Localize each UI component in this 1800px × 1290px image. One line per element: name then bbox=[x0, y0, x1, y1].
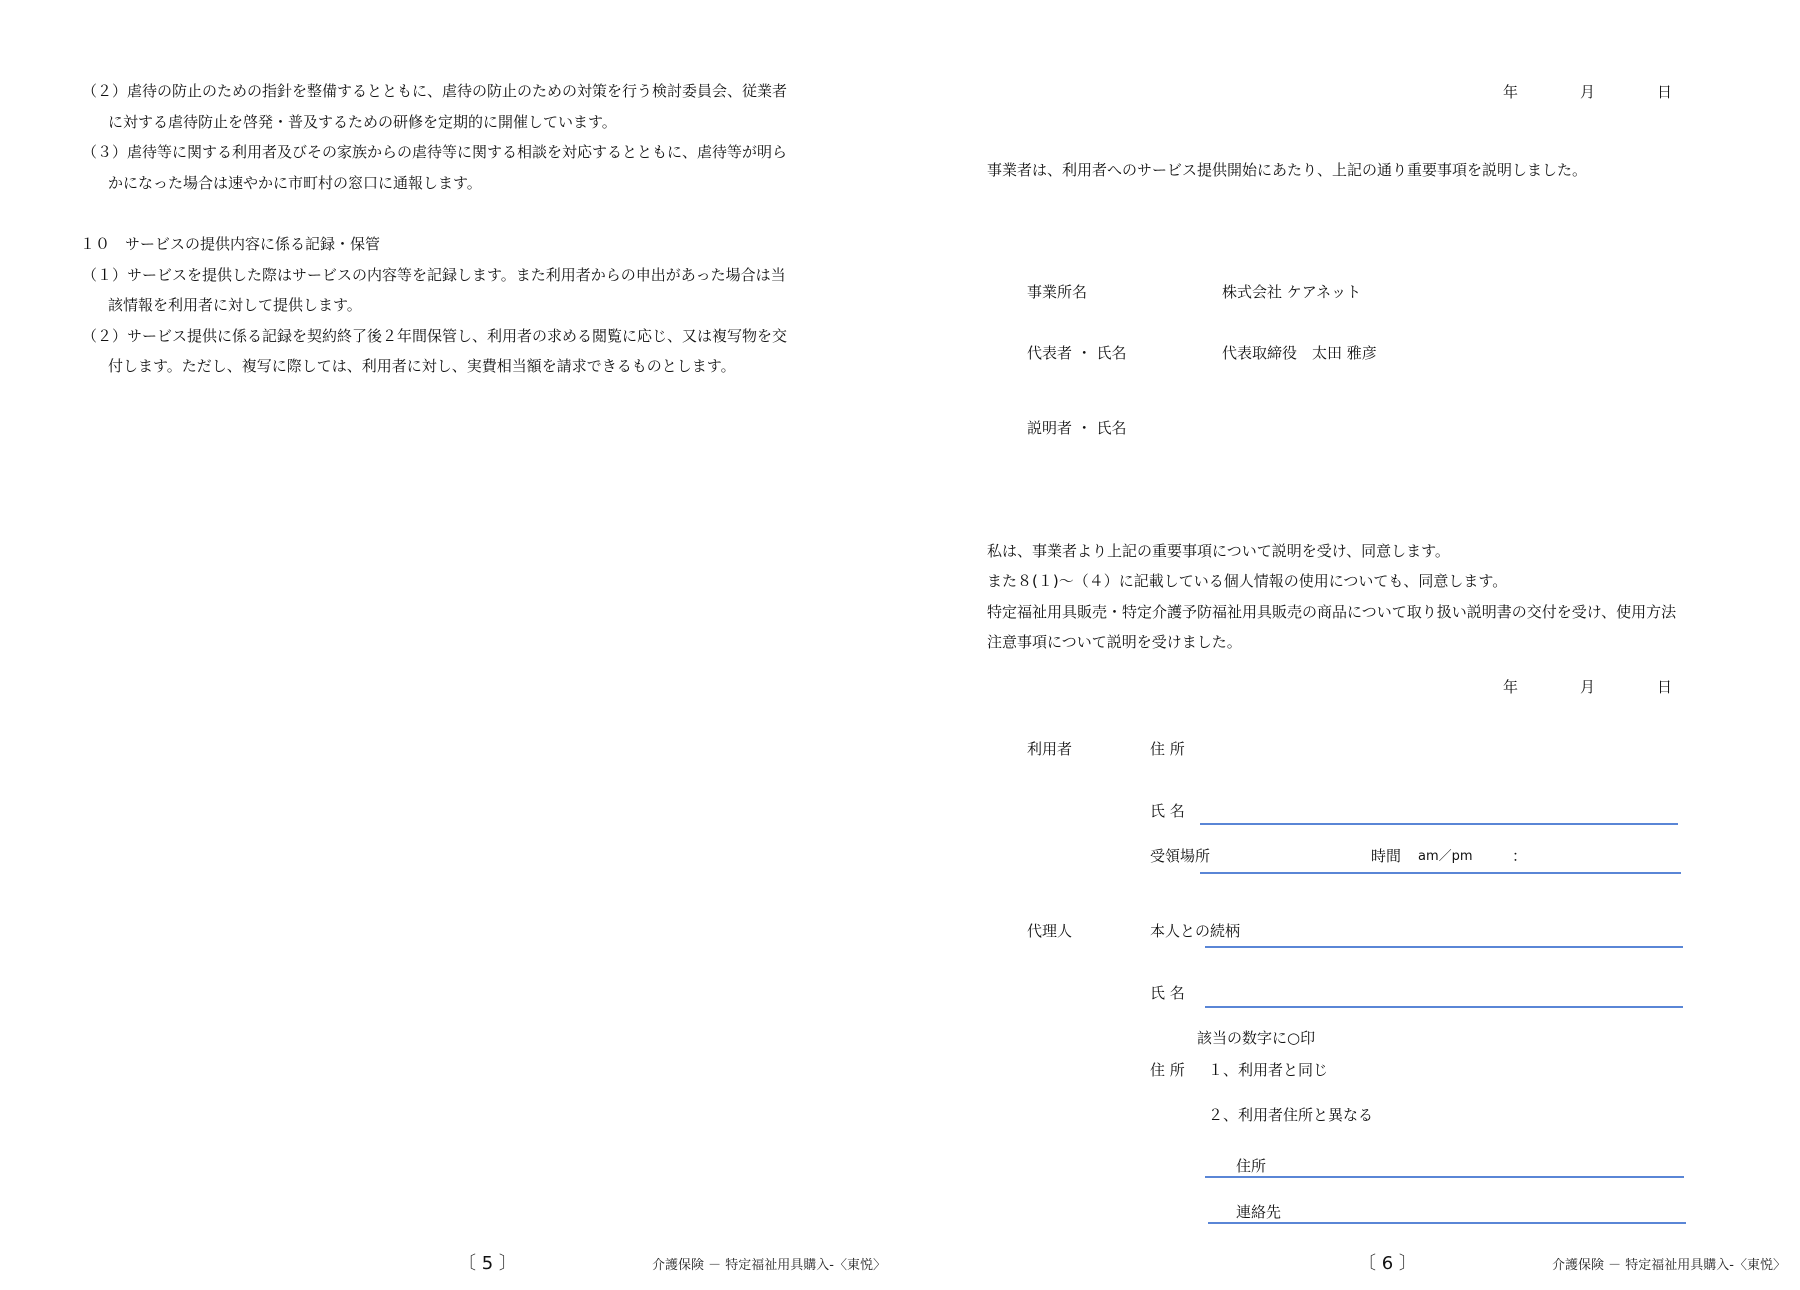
relation-label: 本人との続柄 bbox=[1150, 922, 1241, 940]
footer-text: 介護保険 － 特定福祉用具購入-〈東悦〉 bbox=[652, 1258, 886, 1273]
contact-field[interactable] bbox=[1208, 1222, 1686, 1224]
circle-note: 該当の数字に○印 bbox=[1197, 1029, 1316, 1047]
agent-name-label: 氏 名 bbox=[1150, 984, 1185, 1002]
representative-value: 代表取締役 太田 雅彦 bbox=[1222, 344, 1377, 362]
date-day: 日 bbox=[1657, 83, 1673, 101]
consent-line-1: 私は、事業者より上記の重要事項について説明を受け、同意します。 bbox=[987, 542, 1450, 560]
user-name-field[interactable] bbox=[1200, 823, 1678, 825]
consent-line-2: また８(１)～（４）に記載している個人情報の使用についても、同意します。 bbox=[987, 572, 1508, 590]
date2-year: 年 bbox=[1503, 678, 1519, 696]
paragraph-2-line-2: に対する虐待防止を啓発・普及するための研修を定期的に開催しています。 bbox=[108, 113, 617, 131]
item-2-line-1: （２）サービス提供に係る記録を契約終了後２年間保管し、利用者の求める閲覧に応じ、又は複写物を交 bbox=[82, 327, 788, 345]
page-number-6: 〔 6 〕 bbox=[1358, 1253, 1417, 1274]
pickup-location-label: 受領場所 bbox=[1150, 847, 1211, 865]
user-name-label: 氏 名 bbox=[1150, 802, 1185, 820]
office-value: 株式会社 ケアネット bbox=[1222, 283, 1362, 301]
agent-label: 代理人 bbox=[1027, 922, 1073, 940]
date2-day: 日 bbox=[1657, 678, 1673, 696]
date2-month: 月 bbox=[1580, 678, 1596, 696]
pickup-location-field[interactable] bbox=[1200, 872, 1681, 874]
page-number: 〔 5 〕 bbox=[458, 1253, 517, 1274]
paragraph-3-line-1: （３）虐待等に関する利用者及びその家族からの虐待等に関する相談を対応するとともに、虐待等が明ら bbox=[82, 143, 788, 161]
agent-address-label: 住 所 bbox=[1150, 1061, 1185, 1079]
relation-field[interactable] bbox=[1205, 946, 1683, 948]
time-label: 時間 bbox=[1371, 847, 1402, 865]
address-label: 住所 bbox=[1236, 1157, 1267, 1175]
consent-line-3: 特定福祉用具販売・特定介護予防福祉用具販売の商品について取り扱い説明書の交付を受け、使用方法 bbox=[987, 603, 1677, 621]
item-2-line-2: 付します。ただし、複写に際しては、利用者に対し、実費相当額を請求できるものとします。 bbox=[108, 357, 736, 375]
section-10-heading: １０ サービスの提供内容に係る記録・保管 bbox=[80, 235, 381, 253]
explainer-label: 説明者 ・ 氏名 bbox=[1027, 419, 1127, 437]
right-page bbox=[900, 0, 1800, 1290]
agent-name-field[interactable] bbox=[1205, 1006, 1683, 1008]
date-year: 年 bbox=[1503, 83, 1519, 101]
ampm-label: am／pm bbox=[1418, 849, 1473, 864]
paragraph-2-line-1: （２）虐待の防止のための指針を整備するとともに、虐待の防止のための対策を行う検討委員会、従業者 bbox=[82, 82, 788, 100]
option-different-address: ２、利用者住所と異なる bbox=[1208, 1106, 1374, 1124]
consent-line-4: 注意事項について説明を受けました。 bbox=[987, 633, 1242, 651]
representative-label: 代表者 ・ 氏名 bbox=[1027, 344, 1127, 362]
item-1-line-2: 該情報を利用者に対して提供します。 bbox=[108, 296, 362, 314]
user-address-label: 住 所 bbox=[1150, 740, 1185, 758]
office-label: 事業所名 bbox=[1027, 283, 1088, 301]
contact-label: 連絡先 bbox=[1236, 1203, 1282, 1221]
paragraph-3-line-2: かになった場合は速やかに市町村の窓口に通報します。 bbox=[108, 174, 482, 192]
time-colon: ： bbox=[1512, 847, 1528, 865]
address-field[interactable] bbox=[1205, 1176, 1684, 1178]
footer-text-6: 介護保険 － 特定福祉用具購入-〈東悦〉 bbox=[1552, 1258, 1786, 1273]
user-label: 利用者 bbox=[1027, 740, 1073, 758]
option-same-address: １、利用者と同じ bbox=[1208, 1061, 1329, 1079]
explanation-statement: 事業者は、利用者へのサービス提供開始にあたり、上記の通り重要事項を説明しました。 bbox=[987, 161, 1588, 179]
item-1-line-1: （１）サービスを提供した際はサービスの内容等を記録します。また利用者からの申出があった場合は当 bbox=[82, 266, 786, 284]
date-month: 月 bbox=[1580, 83, 1596, 101]
